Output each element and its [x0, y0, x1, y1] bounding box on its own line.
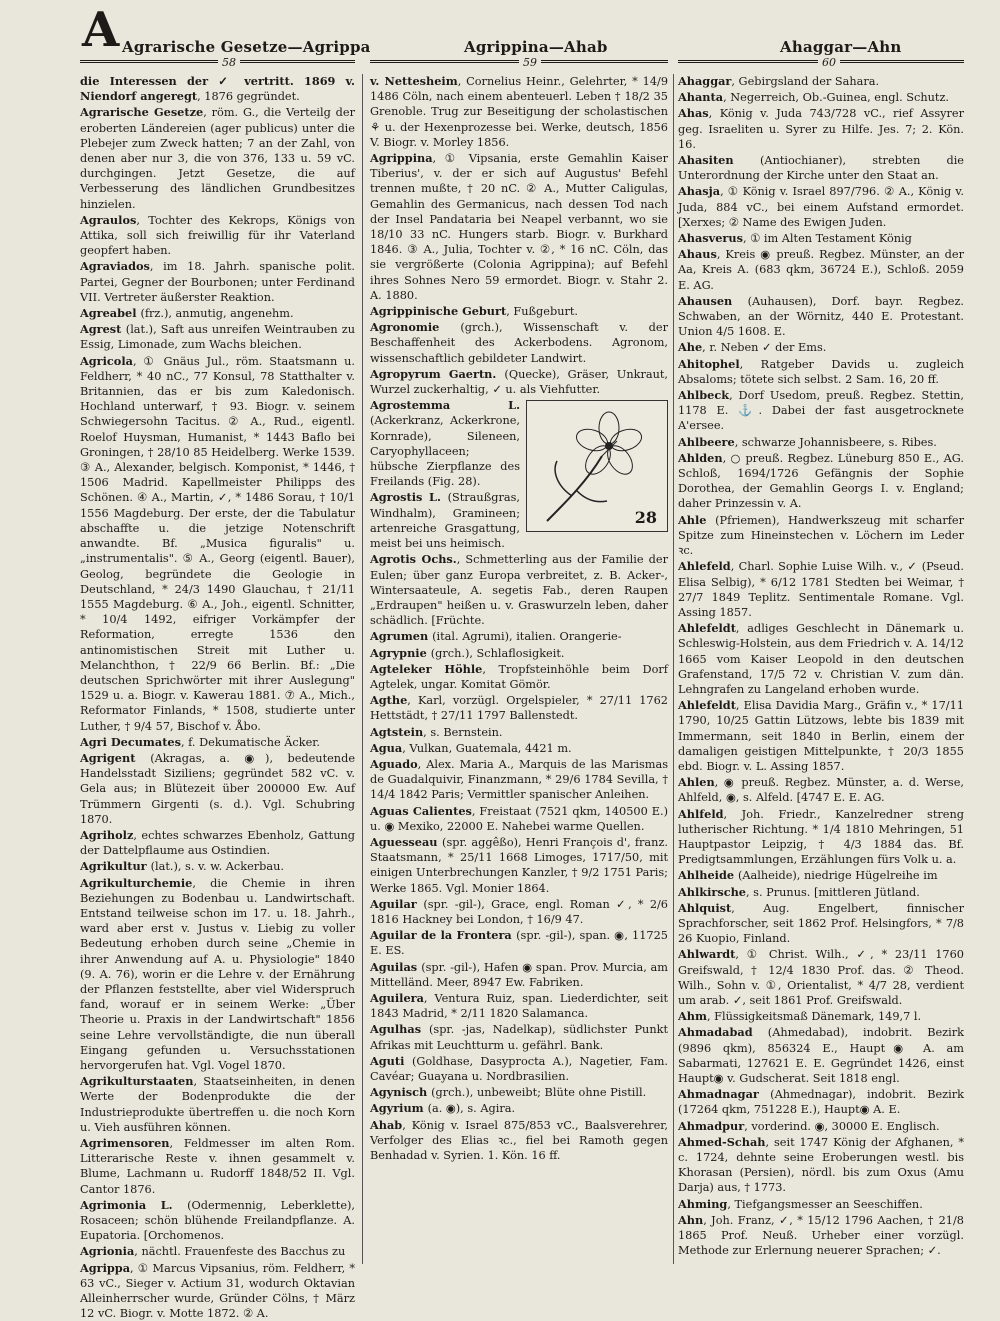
right-running-title: Ahaggar—Ahn [780, 38, 902, 56]
entry-c2-3: Agronomie (grch.), Wissenschaft v. der Beschaffenheit des Ackerbodens. Agronom, wissenschaftlich gebildeter Landwirt. [370, 320, 668, 365]
column-right [678, 74, 964, 1269]
entry-c3-11: Ahlbeere, schwarze Johannisbeere, s. Ribes. [678, 434, 937, 449]
entry-c3-23: Ahm, Flüssigkeitsmaß Dänemark, 149,7 l. [678, 1009, 922, 1024]
entry-c2-1: Agrippina, ① Vipsania, erste Gemahlin Kaiser Tiberius', v. der er sich auf Augustus' Befehl trennen mußte, † 20 nC. ② A., Mutter Caligulas, Gemahlin des Germanicus, nach dessen Tod nach der Insel Pandataria bei Neapel verbannt, wo sie 18/10 33 nC. Hungers starb. Biogr. v. Burkhard 1846. ③ A., Julia, Tochter v. ②, * 16 nC. Cöln, das sie vergrößerte (Colonia Agrippina); auf Befehl ihres Sohnes Nero 59 ermordet. Biogr. v. Stahr 2. A. 1880. [370, 151, 668, 302]
entry-c3-14: Ahlefeld, Charl. Sophie Luise Wilh. v., ✓ (Pseud. Elisa Selbig), * 6/12 1781 Stedten bei Weimar, † 27/7 1849 Teplitz. Sentimentale Romane. Vgl. Assing 1857. [678, 559, 964, 619]
entry-c3-6: Ahaus, Kreis ◉ preuß. Regbez. Münster, an der Aa, Kreis A. (683 qkm, 36724 E.), Schloß. 2059 E. AG. [678, 247, 964, 292]
entry-c2-22: Aguti (Goldhase, Dasyprocta A.), Nagetier, Fam. Cavéar; Guayana u. Nordbrasilien. [370, 1053, 668, 1083]
entry-c2-10: Agteleker Höhle, Tropfsteinhöhle beim Dorf Agtelek, ungar. Komitat Gömör. [370, 661, 668, 691]
entry-c3-9: Ahitophel, Ratgeber Davids u. zugleich Absaloms; tötete sich selbst. 2 Sam. 16, 20 ff. [678, 356, 964, 386]
entry-c1-10: Agrikultur (lat.), s. v. w. Ackerbau. [80, 859, 285, 874]
entry-c1-2: Agraulos, Tochter des Kekrops, Königs von Attika, soll sich freiwillig für ihr Vaterland geopfert haben. [80, 212, 355, 258]
entry-c3-2: Ahas, König v. Juda 743/728 vC., rief Assyrer geg. Israeliten u. Syrer zu Hilfe. Jes. 7; 2. Kön. 16. [678, 106, 964, 151]
section-letter: A [82, 2, 120, 58]
page-number-center: 59 [519, 56, 541, 69]
entry-c2-4: Agropyrum Gaertn. (Quecke), Gräser, Unkraut, Wurzel zuckerhaltig, ✓ u. als Viehfutter. [370, 366, 668, 397]
entry-c2-7: Agrotis Ochs., Schmetterling aus der Familie der Eulen; über ganz Europa verbreitet, z. B. Acker-, Wintersaateule, A. segetis Fab., deren Raupen „Erdraupen" heißen u. v. Graswurzeln leben, daher schädlich. [Früchte. [370, 552, 668, 628]
page-number-right: 60 [818, 56, 840, 69]
center-running-title: Agrippina—Ahab [464, 38, 608, 56]
entry-c3-27: Ahmed-Schah, seit 1747 König der Afghanen, * c. 1724, dehnte seine Eroberungen westl. bis Khorasan (Persien), nördl. bis zum Oxus (Amu Darja) aus, † 1773. [678, 1134, 964, 1195]
entry-c2-20: Aguilera, Ventura Ruiz, span. Liederdichter, seit 1843 Madrid, * 2/11 1820 Salamanca. [370, 990, 668, 1021]
entry-c3-16: Ahlefeldt, Elisa Davidia Marg., Gräfin v., * 17/11 1790, 10/25 Gattin Lützows, lebte bis 1839 mit Immermann, seit 1840 in Berlin, einem der damaligen geistigen Mittelpunkte, † 20/3 1855 ebd. Biogr. v. L. Assing 1857. [678, 698, 964, 773]
entry-c1-14: Agrimonia L. (Odermennig, Leberklette), Rosaceen; schön blühende Freilandpflanze. A. Eupatoria. [Orchomenos. [80, 1197, 356, 1243]
entry-c3-13: Ahle (Pfriemen), Handwerkszeug mit scharfer Spitze zum Hineinstechen v. Löchern im Leder ꝛc. [678, 512, 965, 558]
entry-c2-2: Agrippinische Geburt, Fußgeburt. [370, 304, 579, 319]
entry-c2-6: Agrostis L. (Straußgras, Windhalm), Gramineen; artenreiche Grasgattung, meist bei uns heimisch. [370, 490, 520, 551]
entry-c2-0: v. Nettesheim, Cornelius Heinr., Gelehrter, * 14/9 1486 Cöln, nach einem abenteuerl. Leben † 18/2 35 Grenoble. Trug zur Beseitigung der scholastischen ⚘ u. der Hexenprozesse bei. Werke, deutsch, 1856 V. Biogr. v. Morley 1856. [370, 74, 669, 149]
entry-c2-9: Agrypnie (grch.), Schlaflosigkeit. [370, 645, 565, 660]
entry-c1-6: Agricola, ① Gnäus Jul., röm. Staatsmann u. Feldherr, * 40 nC., 77 Konsul, 78 Statthalter v. Britannien, das er bis zum Kaledonisch. Hochland unterwarf, † 93. Biogr. v. seinem Schwiegersohn Tacitus. ② A., Rud., eigentl. Roelof Huysman, Humanist, * 1443 Baflo bei Groningen, † 28/10 85 Heidelberg. Werke 1539. ③ A., Alexander, belgisch. Komponist, * 1446, † 1506 Madrid. Kapellmeister Philipps des Schönen. ④ A., Martin, ✓, * 1486 Sorau, † 10/1 1556 Magdeburg. Der erste, der die Tabulatur abschaffte u. die jetzige Notenschrift anwandte. Bf. „Musica figuralis" u. „instrumentalis". ⑤ A., Georg (eigentl. Bauer), Geolog, begründete die Geologie in Deutschland, * 24/3 1490 Glauchau, † 21/11 1555 Magdeburg. ⑥ A., Joh., eigentl. Schnitter, * 10/4 1492, eifriger Vorkämpfer der Reformation, erregte 1536 den antinomistischen Streit mit Luther u. Melanchthon, † 22/9 66 Berlin. Bf.: „Die deutschen Sprichwörter mit ihrer Auslegung" 1529 u. a. Biogr. v. Kawerau 1881. ⑦ A., Mich., Reformator Finlands, * 1508, studierte unter Luther, † 9/4 57, Bischof v. Åbo. [80, 353, 355, 733]
entry-c1-0: die Interessen der ✓ vertritt. 1869 v. Niendorf angeregt, 1876 gegründet. [80, 74, 355, 104]
left-running-title: Agrarische Gesetze—Agrippa [122, 38, 371, 56]
entry-c1-7: Agri Decumates, f. Dekumatische Äcker. [80, 734, 321, 749]
entry-c3-0: Ahaggar, Gebirgsland der Sahara. [678, 74, 880, 88]
entry-c1-8: Agrigent (Akragas, a. ◉), bedeutende Handelsstadt Siziliens; gegründet 582 vC. v. Gela aus; in Blütezeit über 200000 Ew. Auf Trümmern Girgenti (s. d.). Vgl. Schubring 1870. [80, 750, 356, 826]
column-left [80, 74, 356, 1321]
entry-c1-15: Agrionia, nächtl. Frauenfeste des Bacchus zu [80, 1244, 346, 1259]
entry-c1-9: Agriholz, echtes schwarzes Ebenholz, Gattung der Dattelpflaume aus Ostindien. [80, 827, 355, 858]
entry-c3-7: Ahausen (Auhausen), Dorf. bayr. Regbez. Schwaben, an der Wörnitz, 440 E. Protestant. Union 4/5 1608. E. [678, 293, 964, 339]
entry-c2-16: Aguesseau (spr. aggêßo), Henri François d', franz. Staatsmann, * 25/11 1668 Limoges, 1717/50, mit einigen Unterbrechungen Kanzler, † 9/2 1751 Paris; Werke 1865. Vgl. Monier 1864. [370, 834, 668, 895]
entry-c2-5: Agrostemma L. (Ackerkranz, Ackerkrone, Kornrade), Sileneen, Caryophyllaceen; hübsche Zierpflanze des Freilands (Fig. 28). [370, 398, 520, 489]
entry-c3-1: Ahanta, Negerreich, Ob.-Guinea, engl. Schutz. [678, 90, 949, 105]
entry-c1-12: Agrikulturstaaten, Staatseinheiten, in denen Werte der Bodenprodukte die der Industrieprodukte übertreffen u. die noch Korn u. Vieh ausführen können. [80, 1074, 355, 1134]
entry-c2-8: Agrumen (ital. Agrumi), italien. Orangerie- [370, 629, 622, 644]
entry-c2-17: Aguilar (spr. -gil-), Grace, engl. Roman ✓, * 2/6 1816 Hackney bei London, † 16/9 47. [370, 896, 668, 926]
entry-c3-4: Ahasja, ① König v. Israel 897/796. ② A., König v. Juda, 884 vC., bei einem Aufstand ermordet. [Xerxes; ② Name des Ewigen Juden. [678, 184, 964, 229]
entry-c3-19: Ahlheide (Aalheide), niedrige Hügelreihe im [678, 868, 938, 883]
entry-c1-1: Agrarische Gesetze, röm. G., die Verteilg der eroberten Ländereien (ager publicus) unter die Plebejer zum Zweck hatten; 7 an der Zahl, von denen aber nur 3, die von 376, 133 u. 59 vC. durchgingen. Jetzt Gesetze, die auf Verbesserung des ländlichen Grundbesitzes hinzielen. [80, 105, 355, 211]
entry-c3-12: Ahlden, ○ preuß. Regbez. Lüneburg 850 E., AG. Schloß, 1694/1726 Gefängnis der Sophie Dorothea, der Gemahlin Georgs I. v. England; daher Prinzessin v. A. [678, 450, 964, 511]
entry-c2-21: Agulhas (spr. -jas, Nadelkap), südlichster Punkt Afrikas mit Leuchtturm u. gefährl. Bank. [370, 1022, 668, 1052]
entry-c2-18: Aguilar de la Frontera (spr. -gil-), span. ◉, 11725 E. ES. [370, 928, 668, 958]
column-divider-2 [673, 74, 674, 1264]
entry-c3-25: Ahmadnagar (Ahmednagar), indobrit. Bezirk (17264 qkm, 751228 E.), Haupt◉ A. E. [678, 1087, 964, 1117]
entry-c2-25: Ahab, König v. Israel 875/853 vC., Baalsverehrer, Verfolger des Elias ꝛc., fiel bei Ramoth gegen Benhadad v. Syrien. 1. Kön. 16 ff. [370, 1117, 668, 1163]
entry-c3-15: Ahlefeldt, adliges Geschlecht in Dänemark u. Schleswig-Holstein, aus dem Friedrich v. A. 14/12 1665 vom Kaiser Leopold in den deutschen Grafenstand, 17/5 72 v. Christian V. zum dän. Lehngrafen zu Langeland erhoben wurde. [678, 621, 964, 696]
entry-c3-10: Ahlbeck, Dorf Usedom, preuß. Regbez. Stettin, 1178 E. ⚓. Dabei der fast ausgetrocknete A'ersee. [678, 388, 964, 433]
figure-number: 28 [634, 508, 657, 528]
entry-c3-8: Ahe, r. Neben ✓ der Ems. [678, 340, 827, 355]
entry-c1-3: Agraviados, im 18. Jahrh. spanische polit. Partei, Gegner der Bourbonen; unter Ferdinand VII. Vertreter äußerster Reaktion. [80, 259, 355, 304]
entry-c2-13: Agua, Vulkan, Guatemala, 4421 m. [370, 740, 572, 755]
entry-c3-20: Ahlkirsche, s. Prunus. [mittleren Jütland. [678, 884, 920, 899]
entry-c2-24: Agyrium (a. ◉), s. Agira. [370, 1101, 516, 1116]
entry-c1-4: Agreabel (frz.), anmutig, angenehm. [80, 306, 294, 321]
entry-c2-14: Aguado, Alex. Maria A., Marquis de las Marismas de Guadalquivir, Finanzmann, * 29/6 1784 Sevilla, † 14/4 1842 Paris; Vermittler spanischer Anleihen. [370, 756, 668, 802]
entry-c3-17: Ahlen, ◉ preuß. Regbez. Münster, a. d. Werse, Ahlfeld, ◉, s. Alfeld. [4747 E. E. AG. [678, 775, 964, 805]
entry-c3-3: Ahasiten (Antiochianer), strebten die Unterordnung der Kirche unter den Staat an. [678, 153, 964, 183]
entry-c2-19: Aguilas (spr. -gil-), Hafen ◉ span. Prov. Murcia, am Mittelländ. Meer, 8947 Ew. Fabriken. [370, 959, 669, 989]
entry-c2-23: Agynisch (grch.), unbeweibt; Blüte ohne Pistill. [370, 1085, 647, 1100]
entry-c3-5: Ahasverus, ① im Alten Testament König [678, 231, 912, 246]
column-center [370, 74, 668, 1269]
entry-c2-15: Aguas Calientes, Freistaat (7521 qkm, 140500 E.) u. ◉ Mexiko, 22000 E. Nahebei warme Quellen. [370, 803, 668, 833]
entry-c1-11: Agrikulturchemie, die Chemie in ihren Beziehungen zu Bodenbau u. Landwirtschaft. Entstand teilweise schon im 17. u. 18. Jahrh., ward aber erst v. Justus v. Liebig zu voller Bedeutung erhoben durch seine „Chemie in ihrer Anwendung auf A. u. Physiologie" 1840 (9. A. 76), worin er die Lehre v. der Ernährung der Pflanzen feststellte, aber viel Widerspruch fand, worauf er in seinem Werke: „Über Theorie u. Praxis in der Landwirtschaft" 1856 seine Lehre vervollständigte, die nun überall Eingang gefunden u. Versuchsstationen hervorgerufen hat. Vgl. Vogel 1870. [80, 875, 355, 1072]
entry-c3-21: Ahlquist, Aug. Engelbert, finnischer Sprachforscher, seit 1862 Prof. Helsingfors, * 7/8 26 Kuopio, Finland. [678, 900, 964, 946]
page-header [0, 0, 1000, 78]
figure-agrostemma [526, 400, 668, 532]
page-number-left: 58 [218, 56, 240, 69]
entry-c1-5: Agrest (lat.), Saft aus unreifen Weintrauben zu Essig, Limonade, zum Wachs bleichen. [80, 322, 355, 352]
entry-c3-18: Ahlfeld, Joh. Friedr., Kanzelredner streng lutherischer Richtung. * 1/4 1810 Mehringen, 51 Hauptpastor Leipzig, † 4/3 1884 das. Bf. Predigtsammlungen, Erzählungen fürs Volk u. a. [678, 806, 964, 867]
column-divider-1 [362, 74, 363, 1264]
entry-c3-26: Ahmadpur, vorderind. ◉, 30000 E. Englisch. [678, 1118, 940, 1133]
entry-c1-16: Agrippa, ① Marcus Vipsanius, röm. Feldherr, * 63 vC., Sieger v. Actium 31, wodurch Oktavian Alleinherrscher wurde, Gründer Cölns, † März 12 vC. Biogr. v. Motte 1872. ② A. [80, 1260, 355, 1321]
entry-c3-24: Ahmadabad (Ahmedabad), indobrit. Bezirk (9896 qkm), 856324 E., Haupt◉ A. am Sabarmati, 127621 E. E. Gegründet 1426, einst Haupt◉ v. Gudscherat. Seit 1818 engl. [678, 1025, 964, 1085]
entry-c3-22: Ahlwardt, ① Christ. Wilh., ✓, * 23/11 1760 Greifswald, † 12/4 1830 Prof. das. ② Theod. Wilh., Sohn v. ①, Orientalist, * 4/7 28, verdient um arab. ✓, seit 1861 Prof. Greifswald. [678, 947, 964, 1007]
entry-c3-28: Ahming, Tiefgangsmesser an Seeschiffen. [678, 1196, 923, 1211]
entry-c3-29: Ahn, Joh. Franz, ✓, * 15/12 1796 Aachen, † 21/8 1865 Prof. Neuß. Urheber einer vorzügl. Methode zur Erlernung neuerer Sprachen; ✓. [678, 1212, 964, 1258]
entry-c2-11: Agthe, Karl, vorzügl. Orgelspieler, * 27/11 1762 Hettstädt, † 27/11 1797 Ballenstedt. [370, 693, 668, 723]
entry-c1-13: Agrimensoren, Feldmesser im alten Rom. Litterarische Reste v. ihnen gesammelt v. Blume, Lachmann u. Rudorff 1848/52 II. Vgl. Cantor 1876. [80, 1136, 355, 1196]
entry-c2-12: Agtstein, s. Bernstein. [370, 724, 503, 739]
